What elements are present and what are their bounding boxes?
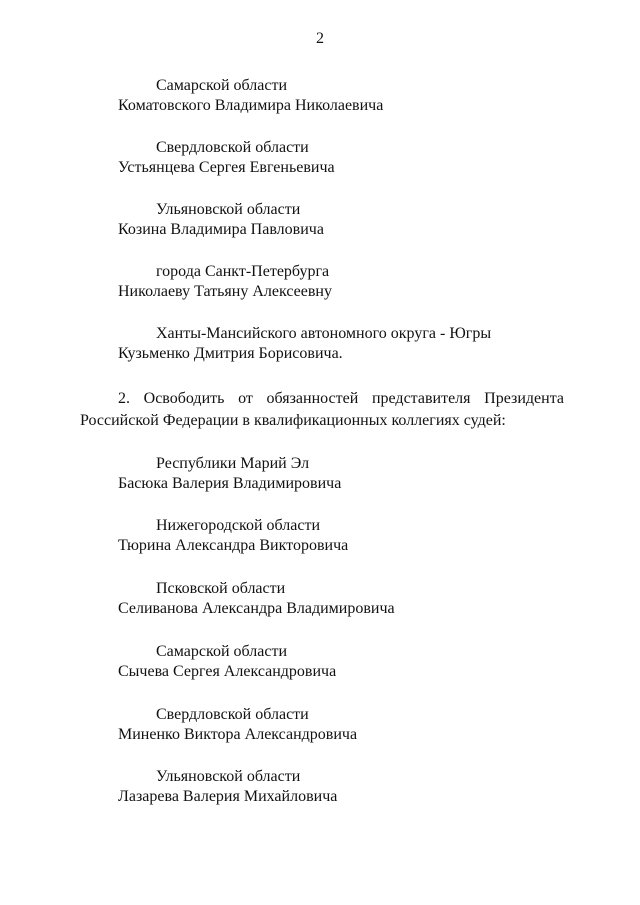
entry-person: Козина Владимира Павловича [118,221,324,238]
entry-person: Селиванова Александра Владимировича [118,600,395,617]
entry-sverdlovsk-1 [118,138,335,178]
entry-region: Республики Марий Эл [156,455,310,472]
entry-region: Свердловской области [156,706,309,723]
entry-person: Устьянцева Сергея Евгеньевича [118,159,335,176]
entry-person: Коматовского Владимира Николаевича [118,97,384,114]
entry-person: Кузьменко Дмитрия Борисовича. [118,345,343,362]
entry-person: Миненко Виктора Александровича [118,726,358,743]
entry-region: Нижегородской области [156,517,321,534]
entry-region: Самарской области [156,643,287,660]
entry-samara-1 [118,76,383,116]
entry-region: Самарской области [156,77,287,94]
page-number: 2 [316,30,324,47]
entry-region: Псковской области [156,580,286,597]
paragraph-line: Российской Федерации в квалификационных коллегиях судей: [80,412,506,429]
entry-pskov-2 [118,579,395,619]
entry-sverdlovsk-2 [118,705,357,745]
entry-nizhny-2 [118,516,348,556]
entry-mari-el-2 [118,454,341,494]
paragraph-line: 2. Освободить от обязанностей представителя Президента [118,390,564,407]
paragraph-2 [80,388,564,432]
entry-ulyanovsk-2 [118,767,337,807]
entry-samara-2 [118,642,336,682]
entry-person: Тюрина Александра Викторовича [118,537,349,554]
entry-person: Лазарева Валерия Михайловича [118,788,338,805]
entry-ulyanovsk-1 [118,200,324,240]
entry-person: Сычева Сергея Александровича [118,663,337,680]
entry-region: Свердловской области [156,139,309,156]
entry-region: Ульяновской области [156,201,301,218]
entry-khmao-1 [118,324,491,364]
entry-person: Николаеву Татьяну Алексеевну [118,283,332,300]
entry-spb-1 [118,262,332,302]
entry-region: Ханты-Мансийского автономного округа - Югры [156,325,492,342]
entry-region: Ульяновской области [156,768,301,785]
entry-region: города Санкт-Петербурга [156,263,330,280]
entry-person: Басюка Валерия Владимировича [118,475,342,492]
